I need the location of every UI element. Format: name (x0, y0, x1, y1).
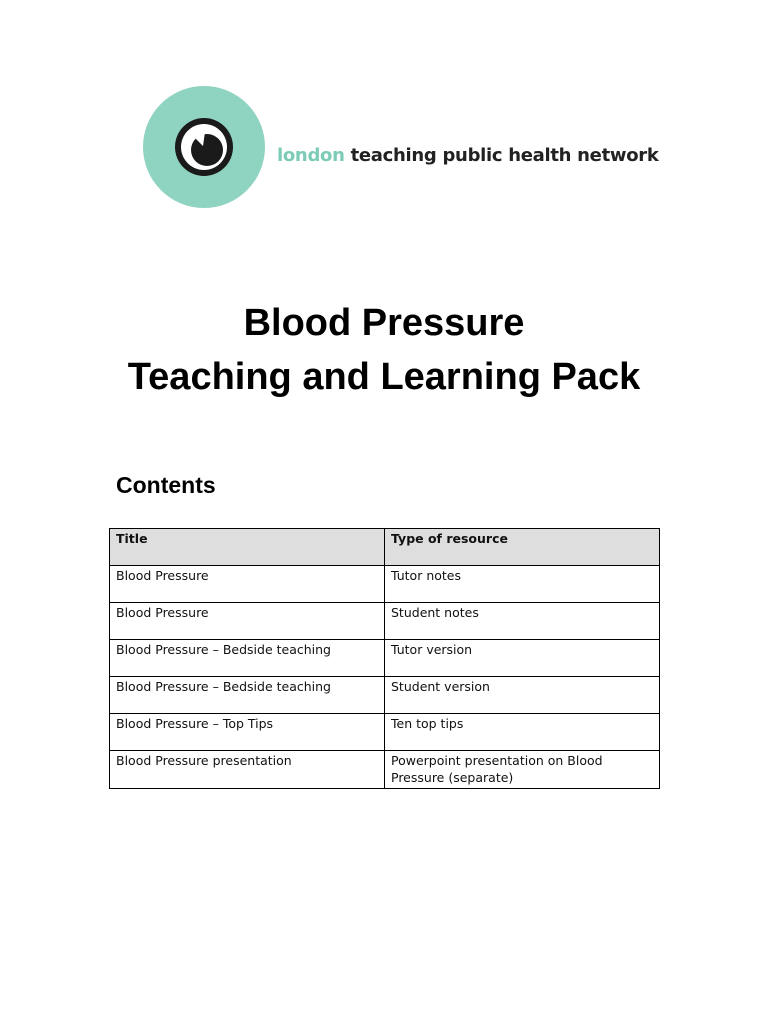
table-header-row (110, 529, 660, 566)
cell-type: Powerpoint presentation on Blood Pressure (separate) (385, 751, 660, 789)
contents-heading: Contents (116, 472, 216, 498)
cell-title: Blood Pressure (110, 603, 385, 640)
document-title (0, 296, 768, 404)
logo-wordmark-accent: london (277, 145, 345, 166)
header-title: Title (110, 529, 385, 566)
cell-title: Blood Pressure – Bedside teaching (110, 677, 385, 714)
ltphn-logo (143, 86, 659, 210)
cell-title: Blood Pressure (110, 566, 385, 603)
cell-type: Tutor version (385, 640, 660, 677)
table-row (110, 566, 660, 603)
logo-wordmark-rest: teaching public health network (350, 145, 659, 166)
table-row (110, 677, 660, 714)
logo-wordmark (277, 145, 659, 166)
table-row (110, 603, 660, 640)
title-line-1: Blood Pressure (243, 302, 525, 344)
cell-type: Ten top tips (385, 714, 660, 751)
cell-title: Blood Pressure – Bedside teaching (110, 640, 385, 677)
cell-title: Blood Pressure presentation (110, 751, 385, 789)
header-type: Type of resource (385, 529, 660, 566)
title-line-2: Teaching and Learning Pack (127, 356, 641, 398)
table-row (110, 640, 660, 677)
table-row (110, 714, 660, 751)
cell-type: Tutor notes (385, 566, 660, 603)
cell-type: Student notes (385, 603, 660, 640)
contents-table (109, 528, 660, 789)
table-row (110, 751, 660, 789)
cell-title: Blood Pressure – Top Tips (110, 714, 385, 751)
cell-type: Student version (385, 677, 660, 714)
eye-logo-icon (143, 86, 265, 208)
